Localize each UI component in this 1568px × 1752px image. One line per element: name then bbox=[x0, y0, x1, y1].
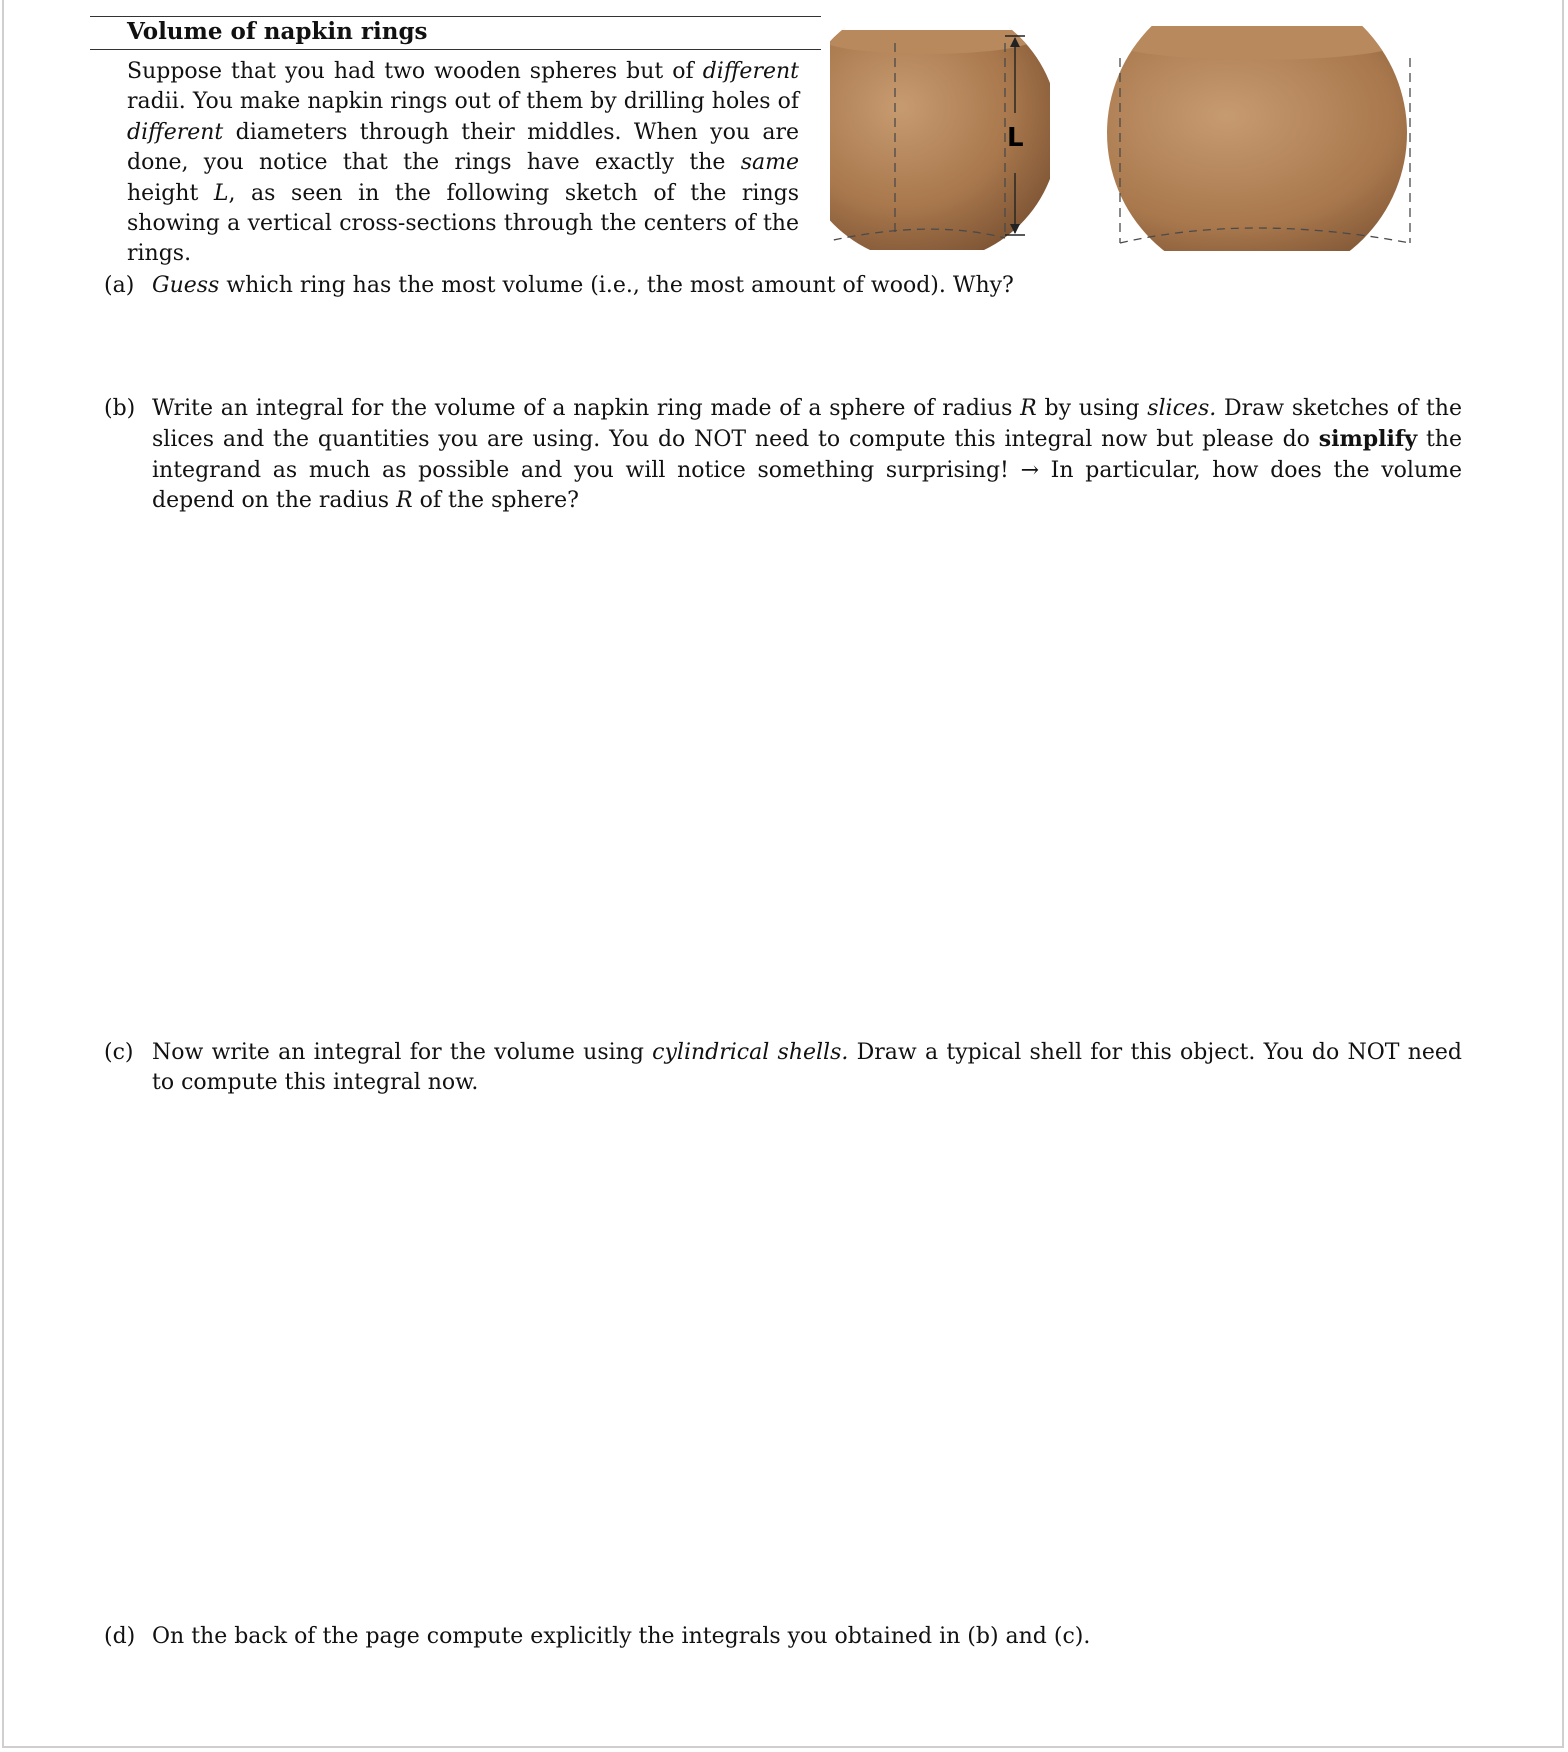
question-c-label: (c) bbox=[104, 1040, 134, 1065]
question-c: (c) Now write an integral for the volume using cylindrical shells. Draw a typical shell for this object. You do NOT need to compute this integral now. bbox=[104, 1040, 1462, 1096]
question-d: (d) On the back of the page compute explicitly the integrals you obtained in (b) and (c). bbox=[104, 1622, 1462, 1652]
right-ring bbox=[1090, 18, 1430, 268]
intro-paragraph: Suppose that you had two wooden spheres but of different radii. You make napkin rings out of them by drilling holes of different diameters through their middles. When you are done, you notice that the rings have exactly the same height L, as seen in the following sketch of the rings showing a vertical cross-sections through the centers of the rings. bbox=[127, 59, 799, 267]
question-a-label: (a) bbox=[104, 273, 135, 298]
question-d-label: (d) bbox=[104, 1624, 136, 1649]
napkin-ring-sketch bbox=[830, 18, 1490, 268]
question-b: (b) Write an integral for the volume of a napkin ring made of a sphere of radius R by using slices. Draw sketches of the slices and the quantities you are using. You do NOT need to compute this integral now but please do simplify the integrand as much as possible and you will notice something surprising! → In particular, how does the volume depend on the radius R of the sphere? bbox=[104, 396, 1462, 514]
napkin-ring-figure bbox=[830, 18, 1490, 268]
title-rule bbox=[90, 49, 821, 50]
height-label-L: L bbox=[1007, 123, 1024, 153]
problem-title: Volume of napkin rings bbox=[127, 18, 428, 45]
question-a: (a) Guess which ring has the most volume (i.e., the most amount of wood). Why? bbox=[104, 271, 1462, 301]
question-b-label: (b) bbox=[104, 396, 136, 421]
